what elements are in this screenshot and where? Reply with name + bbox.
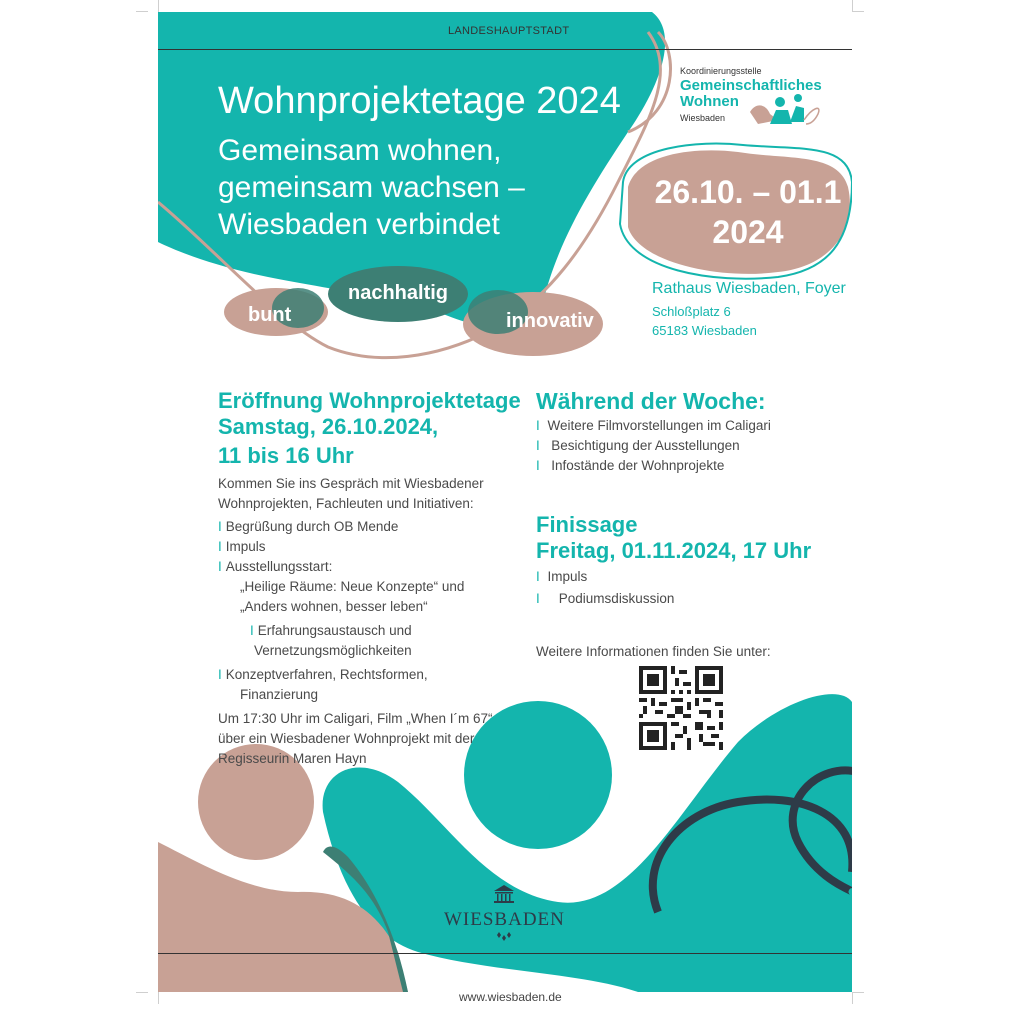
subtitle-line: Gemeinsam wohnen, — [218, 134, 502, 167]
film-line: Um 17:30 Uhr im Caligari, Film „When I´m 67“ — [218, 711, 493, 726]
week-heading: Während der Woche: — [536, 388, 766, 414]
bullet-bar: I — [536, 591, 540, 606]
page-title: Wohnprojektetage 2024 — [218, 80, 621, 122]
poster — [158, 12, 852, 992]
opening-heading-3: 11 bis 16 Uhr — [218, 443, 354, 468]
bullet-bar: I — [218, 519, 222, 534]
opening-heading-1: Eröffnung Wohnprojektetage — [218, 388, 521, 413]
building-icon — [491, 884, 517, 904]
wiesbaden-logo — [444, 884, 564, 950]
tag-innovativ: innovativ — [506, 310, 594, 332]
bullet-bar: I — [536, 418, 540, 433]
date-line-1: 26.10. – 01.1 — [654, 174, 842, 210]
logo-line-2: Gemeinschaftliches — [680, 77, 822, 94]
header-label: LANDESHAUPTSTADT — [448, 25, 570, 37]
list-item: I Konzeptverfahren, Rechtsformen, — [218, 667, 428, 682]
more-info-text: Weitere Informationen finden Sie unter: — [536, 644, 771, 659]
lilies-icon — [495, 931, 513, 945]
subtitle-line: Wiesbaden verbindet — [218, 208, 500, 241]
list-item: I Begrüßung durch OB Mende — [218, 519, 399, 534]
logo-name — [680, 78, 840, 110]
list-item: I Besichtigung der Ausstellungen — [536, 438, 740, 453]
list-item: I Podiumsdiskussion — [536, 591, 675, 606]
bullet-bar: I — [218, 559, 222, 574]
film-line: über ein Wiesbadener Wohnprojekt mit der — [218, 731, 475, 746]
film-info — [218, 709, 493, 769]
bullet-bar: I — [536, 569, 540, 584]
finissage-heading-2: Freitag, 01.11.2024, 17 Uhr — [536, 538, 812, 563]
list-item: I Ausstellungsstart: — [218, 559, 333, 574]
finissage-heading-1: Finissage — [536, 512, 638, 537]
bullet-bar: I — [218, 667, 222, 682]
list-item: I Erfahrungsaustausch und — [250, 623, 412, 638]
bullet-bar: I — [536, 438, 540, 453]
opening-heading — [218, 388, 521, 440]
logo-line-4: Wiesbaden — [680, 113, 726, 123]
top-bar — [158, 12, 852, 49]
list-item-sub: Vernetzungsmöglichkeiten — [254, 643, 412, 658]
qr-code[interactable] — [639, 666, 723, 750]
list-item-sub: „Heilige Räume: Neue Konzepte“ und — [240, 579, 465, 594]
logo-line-1: Koordinierungsstelle — [680, 66, 762, 76]
top-divider — [158, 49, 852, 50]
subtitle — [218, 132, 578, 243]
finissage-heading — [536, 512, 811, 564]
venue-street: Schloßplatz 6 — [652, 304, 731, 319]
tag-nachhaltig: nachhaltig — [348, 282, 449, 304]
bottom-divider — [158, 953, 852, 954]
date-line-2: 2024 — [712, 214, 784, 250]
list-item-sub: Finanzierung — [240, 687, 319, 702]
opening-intro — [218, 474, 484, 514]
wiesbaden-wordmark: WIESBADEN — [444, 909, 565, 930]
opening-heading-2: Samstag, 26.10.2024, — [218, 414, 439, 439]
bullet-bar: I — [250, 623, 254, 638]
list-item: I Weitere Filmvorstellungen im Caligari — [536, 418, 771, 433]
film-line: Regisseurin Maren Hayn — [218, 751, 367, 766]
bullet-bar: I — [536, 458, 540, 473]
logo-line-3: Wohnen — [680, 93, 739, 110]
list-item-sub: „Anders wohnen, besser leben“ — [240, 599, 428, 614]
week-list — [536, 416, 771, 476]
subtitle-line: gemeinsam wachsen – — [218, 171, 525, 204]
website-url[interactable]: www.wiesbaden.de — [459, 990, 562, 1004]
list-item: I Impuls — [536, 569, 588, 584]
list-item: I Infostände der Wohnprojekte — [536, 458, 725, 473]
intro-line: Wohnprojekten, Fachleuten und Initiativen: — [218, 496, 474, 511]
bullet-bar: I — [218, 539, 222, 554]
opening-list — [218, 517, 464, 705]
finissage-list — [536, 567, 674, 609]
event-date — [638, 172, 852, 252]
venue-city: 65183 Wiesbaden — [652, 323, 757, 338]
list-item: I Impuls — [218, 539, 266, 554]
tag-bunt: bunt — [248, 304, 292, 326]
intro-line: Kommen Sie ins Gespräch mit Wiesbadener — [218, 476, 484, 491]
venue-name: Rathaus Wiesbaden, Foyer — [652, 280, 846, 297]
